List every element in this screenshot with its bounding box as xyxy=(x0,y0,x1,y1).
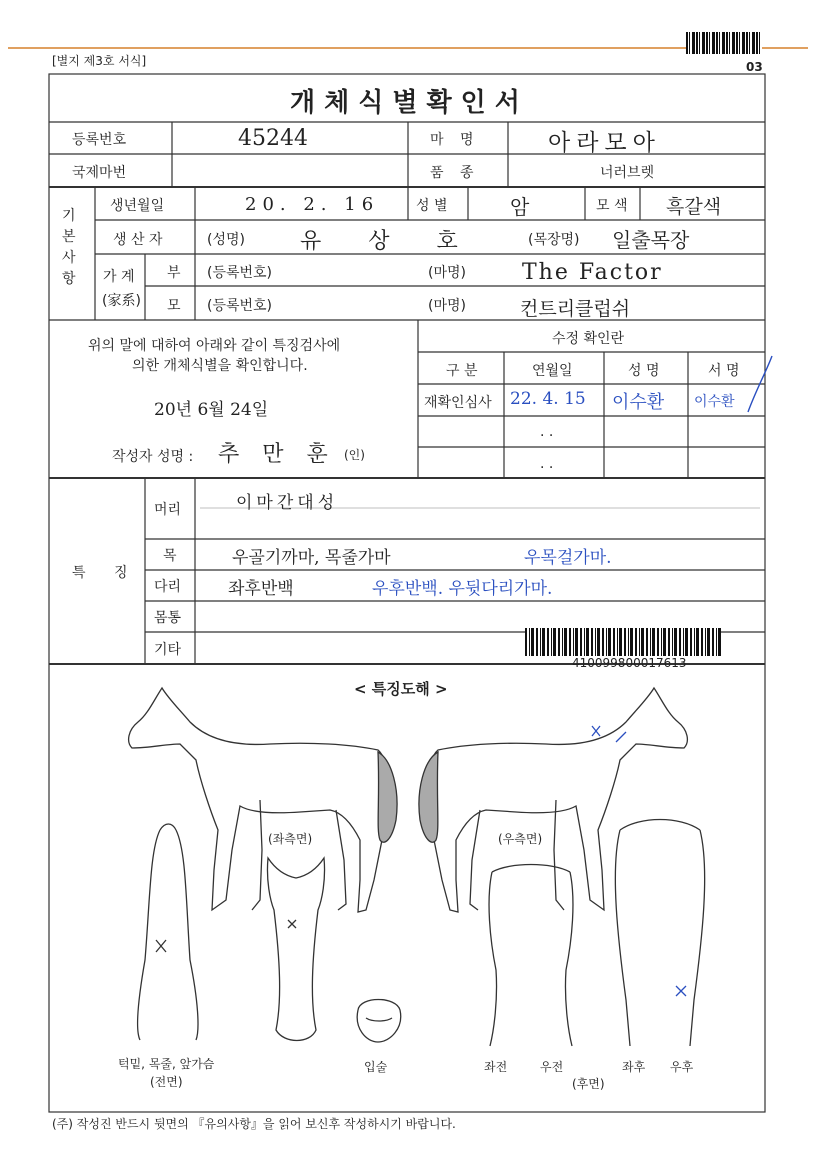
revision-row-date: 22. 4. 15 xyxy=(510,389,586,409)
horse-front-neck-icon xyxy=(138,824,198,1040)
revision-row-date-2: . . xyxy=(540,424,554,440)
right-hind-label: 우후 xyxy=(670,1060,694,1074)
horse-head-icon xyxy=(267,858,324,1041)
horse-left-side-icon xyxy=(129,688,397,912)
barcode-number: 410099800017613 xyxy=(572,656,687,670)
confirm-date: 20년 6월 24일 xyxy=(154,400,269,420)
feature-label-head: 머리 xyxy=(154,502,182,518)
feature-label-leg: 다리 xyxy=(154,579,182,595)
writer-label: 작성자 성명 : xyxy=(112,449,194,465)
revision-title: 수정 확인란 xyxy=(552,331,625,347)
sire-horse-label: (마명) xyxy=(428,265,466,281)
features-label: 특 징 xyxy=(72,565,140,581)
statement-line-2: 의한 개체식별을 확인합니다. xyxy=(132,358,308,374)
horse-lips-icon xyxy=(357,1000,400,1043)
revision-header-name: 성 명 xyxy=(628,363,660,379)
breeder-label: 생 산 자 xyxy=(113,232,163,248)
revision-header-date: 연월일 xyxy=(532,363,573,379)
horse-name-label: 마 명 xyxy=(430,132,480,148)
feature-value-head: 이마간대성 xyxy=(236,493,339,513)
farm-value: 일출목장 xyxy=(612,228,690,252)
farm-label: (목장명) xyxy=(528,232,580,248)
page-title: 개체식별확인서 xyxy=(290,88,529,118)
horse-right-side-icon xyxy=(419,688,687,912)
front-caption: 턱밑, 목줄, 앞가슴 xyxy=(118,1057,215,1071)
dam-label: 모 xyxy=(167,298,181,314)
writer-name: 추 만 훈 xyxy=(218,442,336,467)
revision-row-name: 이수환 xyxy=(612,392,665,413)
breeder-name-value: 유 상 호 xyxy=(300,229,478,254)
breed-label: 품 종 xyxy=(430,165,480,181)
dam-horse-label: (마명) xyxy=(428,298,466,314)
feature-value-leg: 좌후반백 xyxy=(228,579,294,599)
revision-header-type: 구 분 xyxy=(446,363,478,379)
horse-front-legs-icon xyxy=(489,865,573,1047)
left-hind-label: 좌후 xyxy=(622,1060,646,1074)
feature-label-body: 몸통 xyxy=(154,610,182,626)
right-fore-label: 우전 xyxy=(540,1060,564,1074)
left-side-label: (좌측면) xyxy=(268,832,313,846)
breeder-name-label: (성명) xyxy=(207,232,245,248)
reg-no-label: 등록번호 xyxy=(72,132,127,148)
rear-label: (후면) xyxy=(572,1077,605,1091)
footer-note: (주) 작성진 반드시 뒷면의 『유의사항』을 읽어 보신후 작성하시기 바랍니다. xyxy=(52,1117,456,1131)
diagram-title: < 특징도해 > xyxy=(354,680,448,698)
sire-reg-label: (등록번호) xyxy=(207,265,273,281)
feature-value-leg-blue: 우후반백. 우뒷다리가마. xyxy=(372,579,553,599)
right-side-label: (우측면) xyxy=(498,832,543,846)
sire-name-value: The Factor xyxy=(522,260,663,285)
horse-hind-legs-icon xyxy=(615,820,704,1047)
feature-value-neck: 우골기까마, 목줄가마 xyxy=(232,548,391,568)
lineage-label-1: 가 계 xyxy=(103,269,135,285)
color-label: 모 색 xyxy=(596,198,628,214)
feature-label-other: 기타 xyxy=(154,642,182,658)
sex-label: 성 별 xyxy=(416,198,448,214)
dam-name-value: 컨트리클럽쉬 xyxy=(520,298,631,320)
birth-label: 생년월일 xyxy=(110,198,165,214)
basic-section-text: 기본사항 xyxy=(62,208,76,287)
feature-value-neck-blue: 우목걸가마. xyxy=(524,548,612,568)
breed-value: 너러브렛 xyxy=(600,165,655,181)
revision-row-sign: 이수환 xyxy=(694,394,735,410)
revision-row-type: 재확인심사 xyxy=(424,395,492,411)
horse-name-value: 아라모아 xyxy=(548,130,661,156)
front-label: (전면) xyxy=(150,1075,183,1089)
reg-no-value: 45244 xyxy=(238,126,308,151)
intl-no-label: 국제마번 xyxy=(72,165,127,181)
color-value: 흑갈색 xyxy=(666,196,722,218)
revision-header-sign: 서 명 xyxy=(708,363,740,379)
lip-label: 입술 xyxy=(364,1060,388,1074)
sex-value: 암 xyxy=(510,195,530,219)
statement-line-1: 위의 말에 대하여 아래와 같이 특징검사에 xyxy=(88,338,341,354)
sire-label: 부 xyxy=(167,265,181,281)
form-label: [별지 제3호 서식] xyxy=(52,54,147,68)
writer-seal: (인) xyxy=(344,448,365,462)
feature-label-neck: 목 xyxy=(163,548,177,564)
dam-reg-label: (등록번호) xyxy=(207,298,273,314)
lineage-label-2: (家系) xyxy=(102,293,141,309)
revision-row-date-3: . . xyxy=(540,456,554,472)
birth-value: 20. 2. 16 xyxy=(245,194,380,215)
page-number: 03 xyxy=(746,60,763,74)
left-fore-label: 좌전 xyxy=(484,1060,508,1074)
